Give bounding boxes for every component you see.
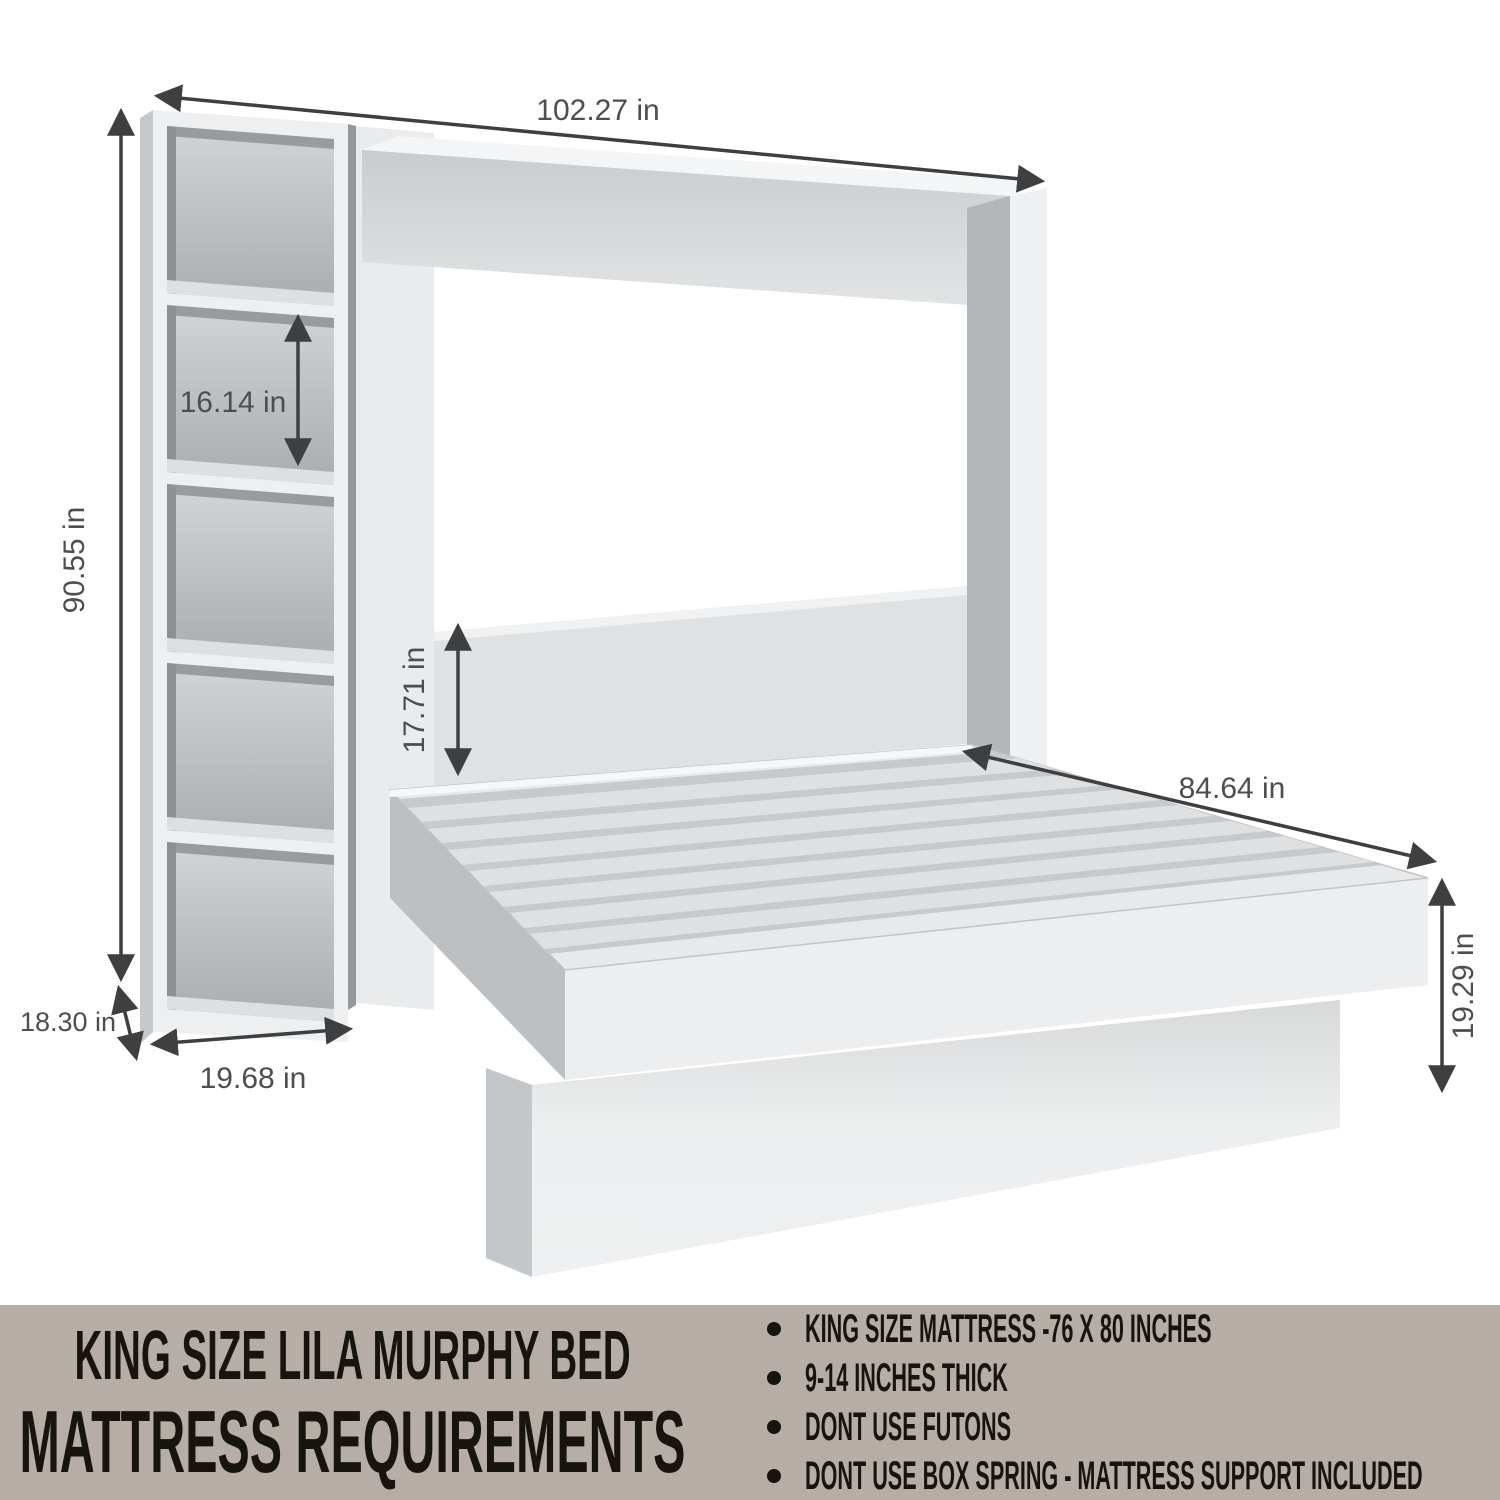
opening-back [167,126,334,306]
dim-arrow-cabinet-depth [119,989,136,1057]
list-item [767,1309,1500,1349]
side-bookcase [140,110,348,1044]
cabinet-right-panel-inner [967,196,1010,800]
banner-requirements-block [705,1305,1500,1500]
bullet-dot-icon [767,1469,781,1483]
list-item [767,1407,1500,1447]
banner-title-line1: KING SIZE LILA MURPHY BED [74,1315,631,1394]
bookcase-opening [167,126,334,306]
banner-title-line2: MATTRESS REQUIREMENTS [19,1391,686,1491]
opening-left-shadow [167,842,176,1010]
dim-label-cabinet-depth: 18.30 in [19,1007,117,1037]
opening-left-shadow [167,126,176,294]
bookcase-opening [167,663,334,843]
dim-label-overall-height: 90.55 in [58,506,91,614]
opening-back [167,484,334,664]
bookcase-left-side [140,110,153,1044]
dim-label-cabinet-width: 19.68 in [199,1062,307,1095]
cabinet-right-panel-front [1010,188,1047,800]
requirement-text: DONT USE FUTONS [805,1405,1012,1449]
opening-left-shadow [167,484,176,652]
requirement-text: DONT USE BOX SPRING - MATTRESS SUPPORT INCLUDED [805,1454,1423,1498]
list-item [767,1358,1500,1398]
banner-title-block [0,1305,705,1500]
dim-label-platform-height: 19.29 in [1447,932,1480,1040]
bullet-dot-icon [767,1322,781,1336]
requirements-list [767,1309,1500,1496]
requirement-text: KING SIZE MATTRESS -76 X 80 INCHES [805,1307,1212,1351]
dim-label-overall-width: 102.27 in [536,94,660,127]
list-item [767,1456,1500,1496]
opening-back [167,842,334,1022]
requirement-text: 9-14 INCHES THICK [805,1356,1008,1400]
bullet-dot-icon [767,1420,781,1434]
opening-back [167,663,334,843]
dim-label-headboard: 17.71 in [398,646,431,754]
bookcase-opening [167,842,334,1022]
dim-label-shelf-opening: 16.14 in [179,386,287,419]
pedestal-left-side [486,1068,532,1277]
bullet-dot-icon [767,1371,781,1385]
info-banner [0,1305,1500,1500]
opening-left-shadow [167,305,176,473]
dim-label-bed-depth: 84.64 in [1178,772,1286,805]
cabinet-seam [348,124,356,1010]
bookcase-opening [167,484,334,664]
opening-left-shadow [167,663,176,831]
